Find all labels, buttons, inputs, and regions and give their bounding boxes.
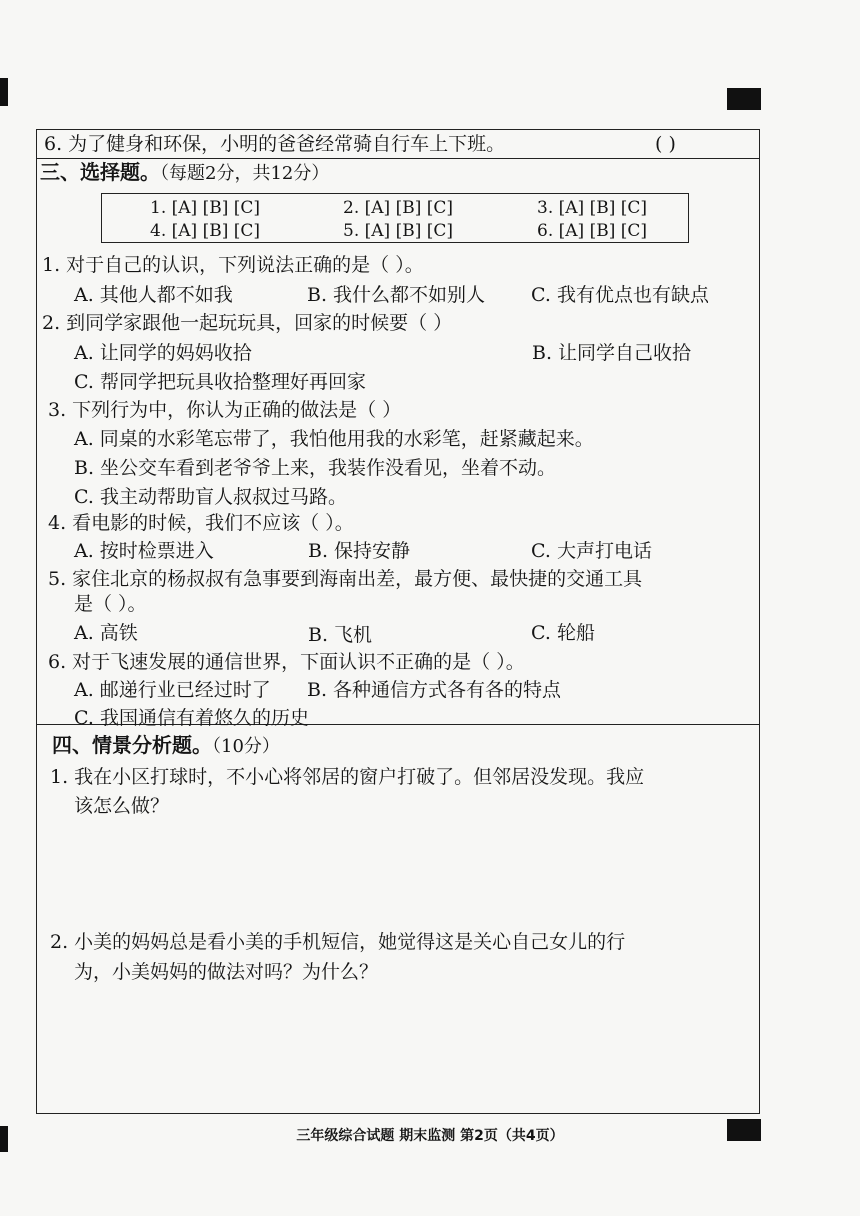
prev-question-6-answer-blank[interactable]: ( ) [655,133,676,155]
page-footer: 三年级综合试题 期末监测 第2页（共4页） [296,1128,564,1144]
question-6-option-b: B. 各种通信方式各有各的特点 [307,679,562,701]
question-5-option-c: C. 轮船 [531,622,595,644]
question-4-option-b: B. 保持安静 [308,540,411,562]
section4-score: （10分） [212,736,280,757]
question-2-option-c: C. 帮同学把玩具收拾整理好再回家 [74,371,366,393]
question-1-option-c: C. 我有优点也有缺点 [531,284,709,306]
question-5-stem: 5. 家住北京的杨叔叔有急事要到海南出差，最方便、最快捷的交通工具 [48,568,643,590]
question-2-stem: 2. 到同学家跟他一起玩玩具，回家的时候要（ ） [42,312,453,334]
divider-section3 [36,158,760,159]
section4-title: 四、情景分析题。 [52,733,212,757]
question-1-option-a: A. 其他人都不如我 [74,284,233,306]
question-4-option-a: A. 按时检票进入 [74,540,214,562]
section4-heading [52,733,280,759]
question-5-option-b: B. 飞机 [308,624,373,646]
scenario-1-line1: 1. 我在小区打球时，不小心将邻居的窗户打破了。但邻居没发现。我应 [50,766,645,788]
answer-row-1[interactable]: 1. [A] [B] [C] [150,198,261,218]
registration-mark-top-left [0,78,8,106]
question-6-option-a: A. 邮递行业已经过时了 [74,679,271,701]
question-3-stem: 3. 下列行为中，你认为正确的做法是（ ） [48,399,402,421]
question-5-option-a: A. 高铁 [74,622,138,644]
question-2-option-b: B. 让同学自己收拾 [532,342,692,364]
question-5-stem-line2: 是（ ）。 [74,593,147,615]
answer-row-6[interactable]: 6. [A] [B] [C] [537,221,648,241]
question-4-option-c: C. 大声打电话 [531,540,652,562]
answer-row-4[interactable]: 4. [A] [B] [C] [150,221,261,241]
answer-row-2[interactable]: 2. [A] [B] [C] [343,198,454,218]
scenario-2-line1: 2. 小美的妈妈总是看小美的手机短信，她觉得这是关心自己女儿的行 [50,931,626,953]
question-1-option-b: B. 我什么都不如别人 [307,284,486,306]
question-3-option-a: A. 同桌的水彩笔忘带了，我怕他用我的水彩笔，赶紧藏起来。 [74,428,594,450]
section3-score: （每题2分，共12分） [160,163,330,184]
section3-heading [40,160,329,186]
question-4-stem: 4. 看电影的时候，我们不应该（ ）。 [48,512,354,534]
question-3-option-b: B. 坐公交车看到老爷爷上来，我装作没看见，坐着不动。 [74,457,557,479]
question-1-stem: 1. 对于自己的认识，下列说法正确的是（ ）。 [42,254,424,276]
question-6-stem: 6. 对于飞速发展的通信世界，下面认识不正确的是（ ）。 [48,651,525,673]
question-3-option-c: C. 我主动帮助盲人叔叔过马路。 [74,486,347,508]
scenario-1-line2: 该怎么做？ [74,795,170,817]
registration-mark-top-right [727,88,761,110]
question-6-option-c: C. 我国通信有着悠久的历史 [74,707,309,729]
section3-title: 三、选择题。 [40,160,160,184]
answer-row-5[interactable]: 5. [A] [B] [C] [343,221,454,241]
answer-row-3[interactable]: 3. [A] [B] [C] [537,198,648,218]
prev-question-6: 6. 为了健身和环保，小明的爸爸经常骑自行车上下班。 [44,133,506,155]
question-2-option-a: A. 让同学的妈妈收拾 [74,342,252,364]
scenario-2-line2: 为，小美妈妈的做法对吗？为什么？ [74,961,379,983]
